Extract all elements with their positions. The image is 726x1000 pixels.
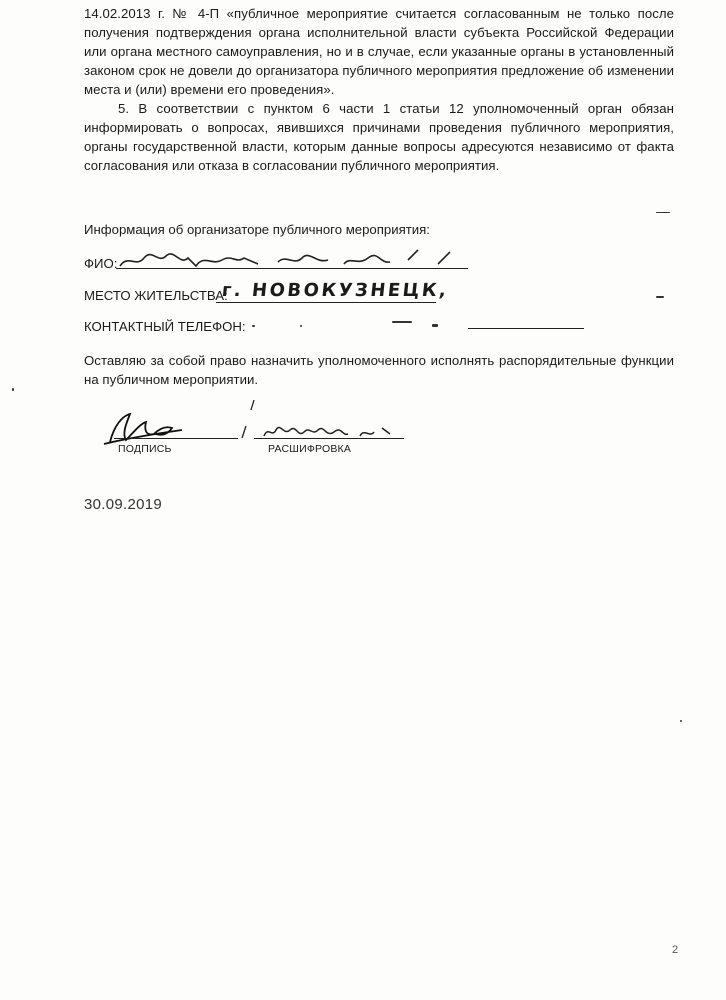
- reserve-right-text: Оставляю за собой право назначить уполномоченного исполнять распорядительные функции на публичном мероприятии.: [84, 353, 674, 387]
- residence-underline: [216, 302, 436, 303]
- paragraph-5: 5. В соответствии с пунктом 6 части 1 статьи 12 уполномоченный орган обязан информировать о вопросах, явившихся причинами проведения публичного мероприятия, органы государственной власти, которым данные вопросы адресуются независимо от факта согласования или отказа в согласовании публичного мероприятия.: [84, 101, 674, 173]
- legal-text-block: [84, 4, 674, 175]
- redaction-speck: [392, 321, 412, 323]
- signature-underline: [114, 438, 238, 439]
- signature-caption: ПОДПИСЬ: [118, 443, 172, 455]
- phone-underline: [468, 328, 584, 329]
- name-handwriting-scribble: [118, 246, 468, 272]
- decoding-handwriting-scribble: [262, 420, 402, 442]
- redaction-speck: [252, 325, 255, 327]
- document-date: 30.09.2019: [84, 496, 163, 513]
- scan-speck: [12, 388, 14, 391]
- page-number: 2: [672, 944, 679, 956]
- phone-label: КОНТАКТНЫЙ ТЕЛЕФОН:: [84, 319, 246, 334]
- scan-speck: [656, 212, 670, 213]
- scan-speck: [656, 296, 664, 298]
- paragraph-continuation: 14.02.2013 г. № 4-П «публичное мероприятие считается согласованным не только после получения подтверждения органа исполнительной власти субъекта Российской Федерации или органа местного самоуправления, но и в случае, если указанные органы в установленный законом срок не довели до организатора публичного мероприятия предложение об изменении места и (или) времени его проведения».: [84, 6, 674, 97]
- redaction-speck: [300, 325, 302, 327]
- scan-speck: [680, 720, 682, 722]
- signature-mark: [100, 406, 188, 448]
- residence-label: МЕСТО ЖИТЕЛЬСТВА:: [84, 288, 228, 303]
- organizer-heading: Информация об организаторе публичного мероприятия:: [84, 222, 430, 237]
- redaction-speck: [432, 324, 438, 327]
- residence-handwritten-value: г. НОВОКУЗНЕЦК,: [220, 280, 450, 301]
- slash-marks: [238, 396, 262, 442]
- decoding-caption: РАСШИФРОВКА: [268, 443, 352, 455]
- name-label: ФИО:: [84, 256, 118, 271]
